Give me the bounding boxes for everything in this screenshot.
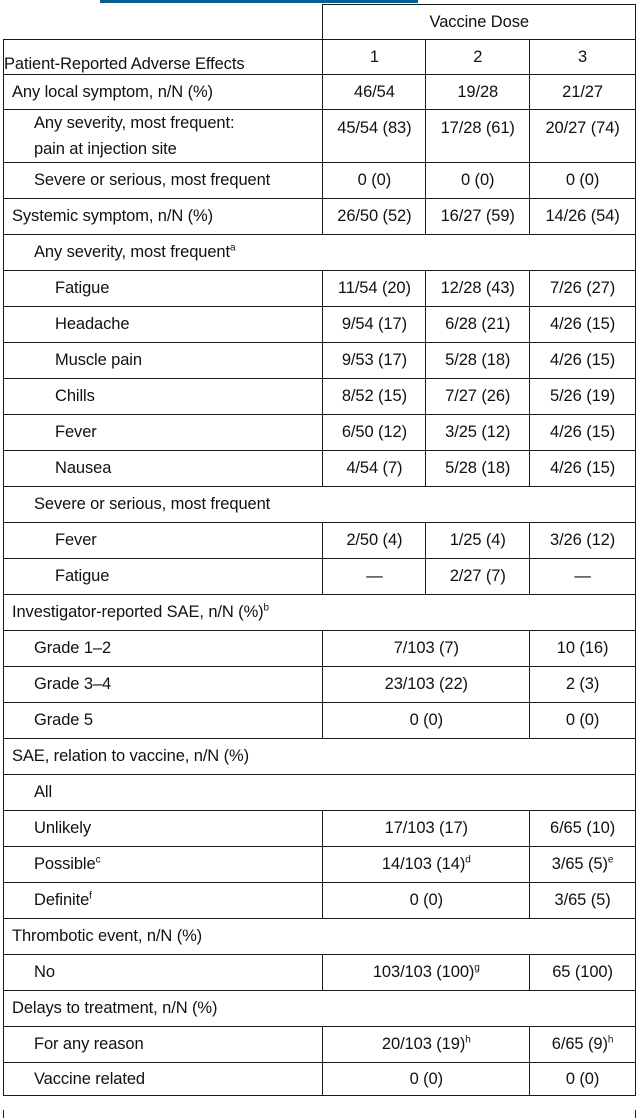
table-row [4, 271, 636, 307]
dose-3-value: 4/26 (15) [530, 343, 636, 379]
adverse-effects-table [3, 4, 636, 1096]
row-label-text: Definite [34, 891, 90, 909]
table-row [4, 559, 636, 595]
dose-1-value: 8/52 (15) [323, 379, 426, 415]
dose-3-value: 5/26 (19) [530, 379, 636, 415]
row-label: Grade 5 [4, 703, 323, 739]
value-text: 20/103 (19) [381, 1035, 466, 1053]
dose-3-value [530, 1027, 636, 1063]
row-label: Fatigue [4, 559, 323, 595]
row-label: Fever [4, 523, 323, 559]
dose-1-value: 26/50 (52) [323, 199, 426, 235]
dose-3-value: 20/27 (74) [530, 110, 636, 163]
dose-3-value: 4/26 (15) [530, 451, 636, 487]
header-blank-cell [4, 5, 323, 40]
dose-3-value: 4/26 (15) [530, 307, 636, 343]
row-label: Grade 1–2 [4, 631, 323, 667]
row-label-text: Possible [34, 855, 96, 873]
dose-2-value: 5/28 (18) [426, 343, 530, 379]
vaccine-dose-header: Vaccine Dose [323, 5, 636, 40]
row-label: Fever [4, 415, 323, 451]
row-label: Thrombotic event, n/N (%) [4, 919, 636, 955]
dose-3-value: — [530, 559, 636, 595]
row-label-header: Patient-Reported Adverse Effects [4, 40, 323, 75]
dose-1-2-value: 0 (0) [323, 883, 530, 919]
table-row [4, 991, 636, 1027]
row-label: Severe or serious, most frequent [4, 487, 636, 523]
dose-1-value: 4/54 (7) [323, 451, 426, 487]
row-label: Delays to treatment, n/N (%) [4, 991, 636, 1027]
dose-1-value: 9/53 (17) [323, 343, 426, 379]
dose-2-value: 0 (0) [426, 163, 530, 199]
row-label-text: Any severity, most frequent [34, 243, 230, 261]
table-row [4, 415, 636, 451]
dose-3-value: 4/26 (15) [530, 415, 636, 451]
table-row [4, 523, 636, 559]
row-label: Vaccine related [4, 1063, 323, 1096]
table-row [4, 451, 636, 487]
dose-1-2-value: 7/103 (7) [323, 631, 530, 667]
row-label-text: Investigator-reported SAE, n/N (%) [12, 603, 264, 621]
footnote-marker: h [607, 1034, 614, 1046]
dose-1-2-value: 0 (0) [323, 703, 530, 739]
dose-3-value: 7/26 (27) [530, 271, 636, 307]
row-label: Nausea [4, 451, 323, 487]
row-label: Headache [4, 307, 323, 343]
dose-3-value: 6/65 (10) [530, 811, 636, 847]
table-continuation [3, 1110, 636, 1118]
row-label: Unlikely [4, 811, 323, 847]
dose-3-value: 0 (0) [530, 163, 636, 199]
row-label: No [4, 955, 323, 991]
value-text: 14/103 (14) [381, 855, 466, 873]
dose-3-value: 2 (3) [530, 667, 636, 703]
table-row [4, 631, 636, 667]
dose-1-value: — [323, 559, 426, 595]
dose-3-value: 0 (0) [530, 703, 636, 739]
table-row [4, 811, 636, 847]
table-row [4, 163, 636, 199]
dose-2-value: 12/28 (43) [426, 271, 530, 307]
table-row [4, 775, 636, 811]
row-label: All [4, 775, 636, 811]
table-row [4, 487, 636, 523]
footnote-marker: c [95, 854, 101, 866]
table-row [4, 75, 636, 110]
table-row [4, 379, 636, 415]
footnote-marker: d [465, 854, 471, 866]
footnote-marker: f [89, 890, 92, 902]
row-label [4, 110, 323, 163]
value-text: 3/65 (5) [551, 855, 608, 873]
dose-2-value: 5/28 (18) [426, 451, 530, 487]
table-row [4, 235, 636, 271]
dose-3-value: 10 (16) [530, 631, 636, 667]
dose-2-value: 19/28 [426, 75, 530, 110]
footnote-marker: b [263, 602, 270, 614]
dose-2-value: 16/27 (59) [426, 199, 530, 235]
row-label: Fatigue [4, 271, 323, 307]
dose-2-value: 17/28 (61) [426, 110, 530, 163]
dose-1-2-value [323, 1027, 530, 1063]
footnote-marker: h [465, 1034, 471, 1046]
dose-2-value: 2/27 (7) [426, 559, 530, 595]
header-row-group [4, 5, 636, 40]
row-label: Severe or serious, most frequent [4, 163, 323, 199]
table-row [4, 1063, 636, 1096]
dose-3-value: 21/27 [530, 75, 636, 110]
row-label [4, 235, 636, 271]
dose-1-2-value [323, 955, 530, 991]
table-row [4, 703, 636, 739]
table-row [4, 307, 636, 343]
row-label: SAE, relation to vaccine, n/N (%) [4, 739, 636, 775]
row-label [4, 847, 323, 883]
value-text: 6/65 (9) [551, 1035, 608, 1053]
row-label-line-2: pain at injection site [34, 140, 177, 158]
row-label: Any local symptom, n/N (%) [4, 75, 323, 110]
row-label: For any reason [4, 1027, 323, 1063]
row-label-line-1: Any severity, most frequent: [34, 114, 235, 132]
dose-1-value: 0 (0) [323, 163, 426, 199]
table-row [4, 1027, 636, 1063]
table-row [4, 343, 636, 379]
row-label: Chills [4, 379, 323, 415]
table-row [4, 919, 636, 955]
dose-1-value: 45/54 (83) [323, 110, 426, 163]
table-row [4, 883, 636, 919]
dose-3-value: 3/26 (12) [530, 523, 636, 559]
table-row [4, 595, 636, 631]
table-row [4, 847, 636, 883]
row-label [4, 595, 636, 631]
dose-3-header: 3 [530, 40, 636, 75]
row-label [4, 883, 323, 919]
dose-3-value: 65 (100) [530, 955, 636, 991]
table-row [4, 110, 636, 163]
dose-1-value: 2/50 (4) [323, 523, 426, 559]
dose-2-value: 7/27 (26) [426, 379, 530, 415]
dose-1-2-value [323, 847, 530, 883]
dose-1-value: 9/54 (17) [323, 307, 426, 343]
dose-3-value: 0 (0) [530, 1063, 636, 1096]
dose-2-value: 6/28 (21) [426, 307, 530, 343]
top-accent-bar [100, 0, 418, 3]
row-label: Systemic symptom, n/N (%) [4, 199, 323, 235]
value-text: 103/103 (100) [372, 963, 475, 981]
dose-1-2-value: 0 (0) [323, 1063, 530, 1096]
dose-1-value: 6/50 (12) [323, 415, 426, 451]
dose-1-value: 46/54 [323, 75, 426, 110]
table-row [4, 667, 636, 703]
table-row [4, 739, 636, 775]
dose-1-header: 1 [323, 40, 426, 75]
dose-3-value: 3/65 (5) [530, 883, 636, 919]
row-label: Muscle pain [4, 343, 323, 379]
dose-3-value [530, 847, 636, 883]
dose-1-2-value: 23/103 (22) [323, 667, 530, 703]
table-row [4, 199, 636, 235]
dose-2-value: 1/25 (4) [426, 523, 530, 559]
row-label: Grade 3–4 [4, 667, 323, 703]
dose-2-header: 2 [426, 40, 530, 75]
table-row [4, 955, 636, 991]
footnote-marker: e [607, 854, 614, 866]
header-row-doses [4, 40, 636, 75]
dose-2-value: 3/25 (12) [426, 415, 530, 451]
footnote-marker: g [474, 962, 480, 974]
dose-3-value: 14/26 (54) [530, 199, 636, 235]
dose-1-value: 11/54 (20) [323, 271, 426, 307]
footnote-marker: a [230, 242, 236, 254]
dose-1-2-value: 17/103 (17) [323, 811, 530, 847]
